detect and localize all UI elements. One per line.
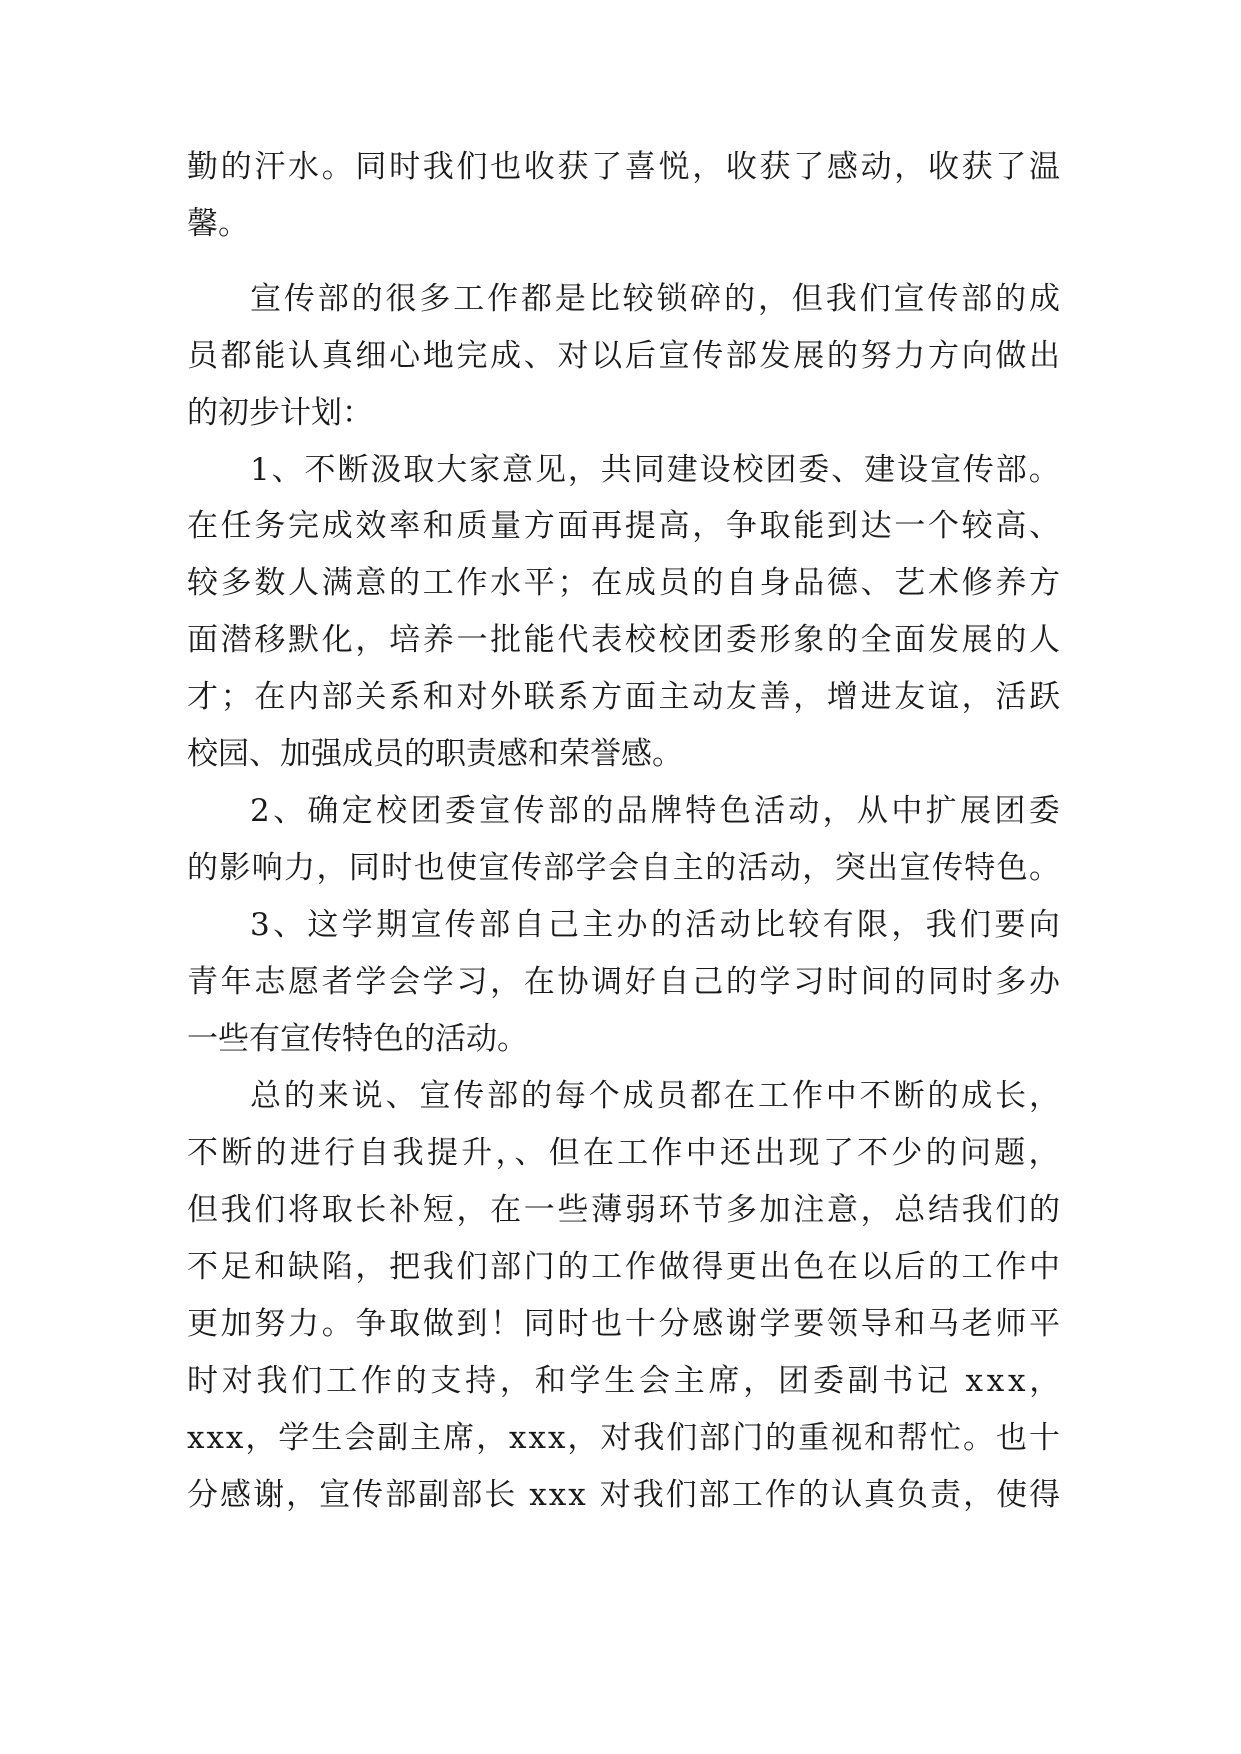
text-line: 员都能认真细心地完成、对以后宣传部发展的努力方向做出 [187, 338, 1063, 374]
text-line: 更加努力。争取做到！同时也十分感谢学要领导和马老师平 [187, 1306, 1063, 1342]
text-line: 分感谢，宣传部副部长 xxx 对我们部工作的认真负责，使得 [187, 1477, 1063, 1513]
text-line: 馨。 [187, 206, 249, 242]
text-line: 总的来说、宣传部的每个成员都在工作中不断的成长， [250, 1078, 1063, 1114]
text-line: 不断的进行自我提升，、但在工作中还出现了不少的问题， [187, 1135, 1063, 1171]
text-line: xxx，学生会副主席，xxx，对我们部门的重视和帮忙。也十 [187, 1420, 1062, 1456]
text-line: 一些有宣传特色的活动。 [187, 1021, 528, 1057]
text-line: 1、不断汲取大家意见，共同建设校团委、建设宣传部。 [250, 452, 1062, 488]
text-line: 3、这学期宣传部自己主办的活动比较有限，我们要向 [250, 907, 1064, 943]
text-line: 但我们将取长补短，在一些薄弱环节多加注意，总结我们的 [187, 1192, 1063, 1228]
text-line: 不足和缺陷，把我们部门的工作做得更出色在以后的工作中 [187, 1249, 1063, 1285]
text-line: 较多数人满意的工作水平；在成员的自身品德、艺术修养方 [187, 565, 1063, 601]
text-line: 青年志愿者学会学习，在协调好自己的学习时间的同时多办 [187, 964, 1063, 1000]
text-line: 2、确定校团委宣传部的品牌特色活动，从中扩展团委 [250, 793, 1064, 829]
text-line: 面潜移默化，培养一批能代表校校团委形象的全面发展的人 [187, 622, 1063, 658]
text-line: 时对我们工作的支持，和学生会主席，团委副书记 xxx， [187, 1363, 1065, 1399]
text-line: 才；在内部关系和对外联系方面主动友善，增进友谊，活跃 [187, 679, 1063, 715]
text-line: 宣传部的很多工作都是比较锁碎的，但我们宣传部的成 [250, 281, 1063, 317]
text-line: 在任务完成效率和质量方面再提高，争取能到达一个较高、 [187, 508, 1063, 544]
text-line: 的影响力，同时也使宣传部学会自主的活动，突出宣传特色。 [187, 850, 1062, 886]
text-line: 勤的汗水。同时我们也收获了喜悦，收获了感动，收获了温 [187, 149, 1063, 185]
text-line: 校园、加强成员的职责感和荣誉感。 [187, 736, 683, 772]
text-line: 的初步计划： [187, 395, 373, 431]
